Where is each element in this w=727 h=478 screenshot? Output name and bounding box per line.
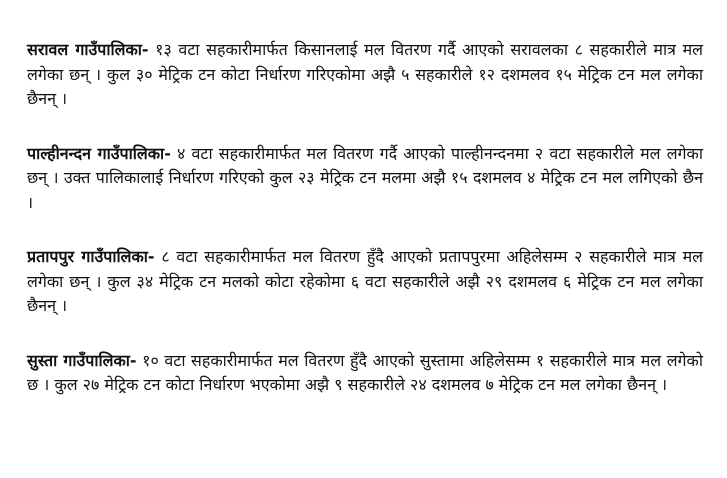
paragraph-saraval [27,38,703,112]
paragraph-text: १३ वटा सहकारीमार्फत किसानलाई मल वितरण गर्दै आएको सरावलका ८ सहकारीले मात्र मल लगेका छन् । कुल ३० मेट्रिक टन कोटा निर्धारण गरिएकोमा अझै ५ सहकारीले १२ दशमलव १५ मेट्रिक टन मल लगेका छैनन् । [27,40,703,108]
paragraph-text: १० वटा सहकारीमार्फत मल वितरण हुँदै आएको सुस्तामा अहिलेसम्म १ सहकारीले मात्र मल लगेको छ । कुल २७ मेट्रिक टन कोटा निर्धारण भएकोमा अझै ९ सहकारीले २४ दशमलव ७ मेट्रिक टन मल लगेका छैनन् । [27,350,703,394]
municipality-name: सुस्ता गाउँपालिका- [27,350,137,370]
paragraph-text: ४ वटा सहकारीमार्फत मल वितरण गर्दै आएको पाल्हीनन्दनमा २ वटा सहकारीले मल लगेका छन् । उक्त पालिकालाई निर्धारण गरिएको कुल २३ मेट्रिक टन मलमा अझै १५ दशमलव ४ मेट्रिक टन मल लगिएको छैन । [27,143,703,212]
municipality-name: सरावल गाउँपालिका- [27,40,149,59]
paragraph-text: ८ वटा सहकारीमार्फत मल वितरण हुँदै आएको प्रतापपुरमा अहिलेसम्म २ सहकारीले मात्र मल लगेका छन् । कुल ३४ मेट्रिक टन मलको कोटा रहेकोमा ६ वटा सहकारीले अझै २९ दशमलव ६ मेट्रिक टन मल लगेका छैनन् । [27,247,703,315]
document-body [27,38,703,428]
municipality-name: पाल्हीनन्दन गाउँपालिका- [27,143,171,163]
municipality-name: प्रतापपुर गाउँपालिका- [27,247,155,266]
paragraph-palhinandan [27,142,703,216]
paragraph-susta [27,349,703,398]
paragraph-pratappur [27,245,703,319]
